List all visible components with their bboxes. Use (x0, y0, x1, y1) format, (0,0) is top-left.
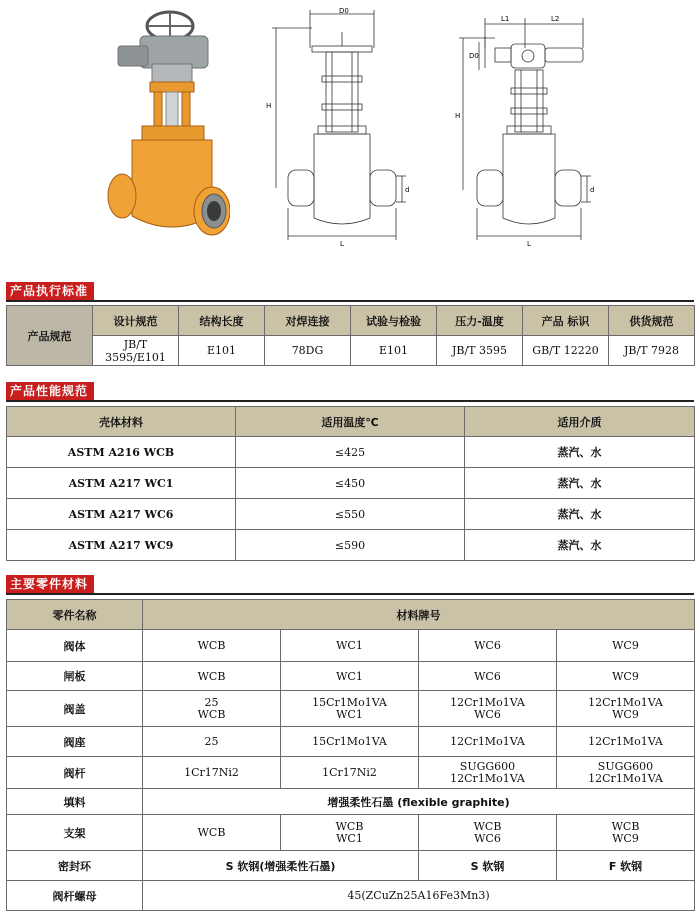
materials-part-name: 阀体 (7, 630, 143, 662)
materials-cell-line: WCB (473, 819, 502, 833)
standards-row-label: 产品规范 (7, 306, 93, 366)
materials-cell (557, 691, 695, 727)
standards-table (6, 305, 695, 366)
dim-l-label: L (340, 240, 344, 248)
materials-cell-line: WC1 (336, 831, 363, 845)
materials-part-name: 阀杆 (7, 757, 143, 789)
performance-cell: 蒸汽、水 (465, 530, 695, 561)
materials-cell (281, 815, 419, 851)
materials-cell: WC9 (557, 630, 695, 662)
dim-l1-label: L1 (501, 15, 510, 23)
materials-part-name: 闸板 (7, 662, 143, 691)
materials-cell: WC1 (281, 630, 419, 662)
materials-cell-line: 15Cr1Mo1VA (312, 695, 387, 709)
materials-cell: WC9 (557, 662, 695, 691)
materials-header-part: 零件名称 (7, 600, 143, 630)
dim-l2-label: L2 (551, 15, 560, 23)
standards-value: JB/T 7928 (609, 336, 695, 366)
materials-cell: WCB (143, 815, 281, 851)
performance-cell: 蒸汽、水 (465, 499, 695, 530)
performance-cell: ASTM A217 WC9 (7, 530, 236, 561)
dim-h-label: H (266, 102, 272, 110)
materials-cell (419, 815, 557, 851)
materials-cell: 1Cr17Ni2 (281, 757, 419, 789)
materials-cell-line: WCB (611, 819, 640, 833)
valve-drawing-electric (455, 8, 615, 254)
performance-table (6, 406, 695, 561)
section-divider (6, 400, 694, 402)
materials-part-name: 支架 (7, 815, 143, 851)
dim-d-label: d (590, 186, 595, 194)
section-title-standards: 产品执行标准 (6, 282, 94, 300)
materials-cell: 12Cr1Mo1VA (419, 727, 557, 757)
standards-value: E101 (351, 336, 437, 366)
materials-part-name: 阀杆螺母 (7, 881, 143, 911)
standards-header: 对焊连接 (265, 306, 351, 336)
materials-cell (419, 757, 557, 789)
materials-cell-line: 12Cr1Mo1VA (588, 771, 663, 785)
materials-cell-line: WC6 (474, 707, 501, 721)
materials-part-name: 填料 (7, 789, 143, 815)
performance-cell: ASTM A217 WC1 (7, 468, 236, 499)
standards-header: 结构长度 (179, 306, 265, 336)
performance-cell: ≤425 (236, 437, 465, 468)
dim-h-label: H (455, 112, 461, 120)
materials-part-name: 阀座 (7, 727, 143, 757)
materials-cell-line: WCB (197, 707, 226, 721)
standards-header: 压力-温度 (437, 306, 523, 336)
materials-cell-line: SUGG600 (459, 759, 516, 773)
materials-part-name: 密封环 (7, 851, 143, 881)
materials-cell: 1Cr17Ni2 (143, 757, 281, 789)
materials-part-name: 阀盖 (7, 691, 143, 727)
materials-cell-line: WC1 (336, 707, 363, 721)
section-divider (6, 300, 694, 302)
materials-cell: S 软钢(增强柔性石墨) (143, 851, 419, 881)
performance-header: 适用温度℃ (236, 407, 465, 437)
materials-cell: 12Cr1Mo1VA (557, 727, 695, 757)
standards-header: 试验与检验 (351, 306, 437, 336)
materials-header-grade: 材料牌号 (143, 600, 695, 630)
materials-cell (143, 691, 281, 727)
materials-cell (281, 691, 419, 727)
performance-cell: ≤590 (236, 530, 465, 561)
materials-cell (557, 757, 695, 789)
materials-cell-line: WC9 (612, 707, 639, 721)
materials-cell: 15Cr1Mo1VA (281, 727, 419, 757)
standards-header: 产品 标识 (523, 306, 609, 336)
section-divider (6, 593, 694, 595)
materials-cell-line: 12Cr1Mo1VA (588, 695, 663, 709)
materials-table (6, 599, 695, 911)
materials-cell-line: 12Cr1Mo1VA (450, 771, 525, 785)
valve-photo (100, 6, 230, 246)
valve-drawing-manual (262, 8, 422, 254)
materials-cell-line: 25 (204, 695, 219, 709)
materials-cell-line: WC6 (474, 831, 501, 845)
materials-cell: S 软钢 (419, 851, 557, 881)
materials-cell: WC6 (419, 630, 557, 662)
performance-header: 适用介质 (465, 407, 695, 437)
standards-value: GB/T 12220 (523, 336, 609, 366)
standards-header: 供货规范 (609, 306, 695, 336)
materials-cell: WCB (143, 662, 281, 691)
section-title-performance: 产品性能规范 (6, 382, 94, 400)
section-title-materials: 主要零件材料 (6, 575, 94, 593)
materials-cell-line: 12Cr1Mo1VA (450, 695, 525, 709)
dim-l-label: L (527, 240, 531, 248)
dim-d0-label: D0 (469, 52, 479, 60)
performance-cell: ASTM A217 WC6 (7, 499, 236, 530)
standards-value: JB/T 3595/E101 (93, 336, 179, 366)
performance-cell: 蒸汽、水 (465, 468, 695, 499)
materials-cell: WC6 (419, 662, 557, 691)
dim-d0-label: D0 (339, 8, 349, 15)
materials-cell-span: 45(ZCuZn25A16Fe3Mn3) (143, 881, 695, 911)
standards-header: 设计规范 (93, 306, 179, 336)
standards-value: JB/T 3595 (437, 336, 523, 366)
standards-value: E101 (179, 336, 265, 366)
standards-value: 78DG (265, 336, 351, 366)
performance-cell: ≤450 (236, 468, 465, 499)
materials-cell-line: SUGG600 (597, 759, 654, 773)
materials-cell-span: 增强柔性石墨 (flexible graphite) (143, 789, 695, 815)
materials-cell: F 软钢 (557, 851, 695, 881)
dim-d-label: d (405, 186, 410, 194)
materials-cell-line: WCB (335, 819, 364, 833)
materials-cell: WCB (143, 630, 281, 662)
materials-cell: WC1 (281, 662, 419, 691)
materials-cell (419, 691, 557, 727)
materials-cell (557, 815, 695, 851)
performance-cell: ASTM A216 WCB (7, 437, 236, 468)
performance-cell: ≤550 (236, 499, 465, 530)
materials-cell: 25 (143, 727, 281, 757)
materials-cell-line: WC9 (612, 831, 639, 845)
performance-header: 壳体材料 (7, 407, 236, 437)
performance-cell: 蒸汽、水 (465, 437, 695, 468)
